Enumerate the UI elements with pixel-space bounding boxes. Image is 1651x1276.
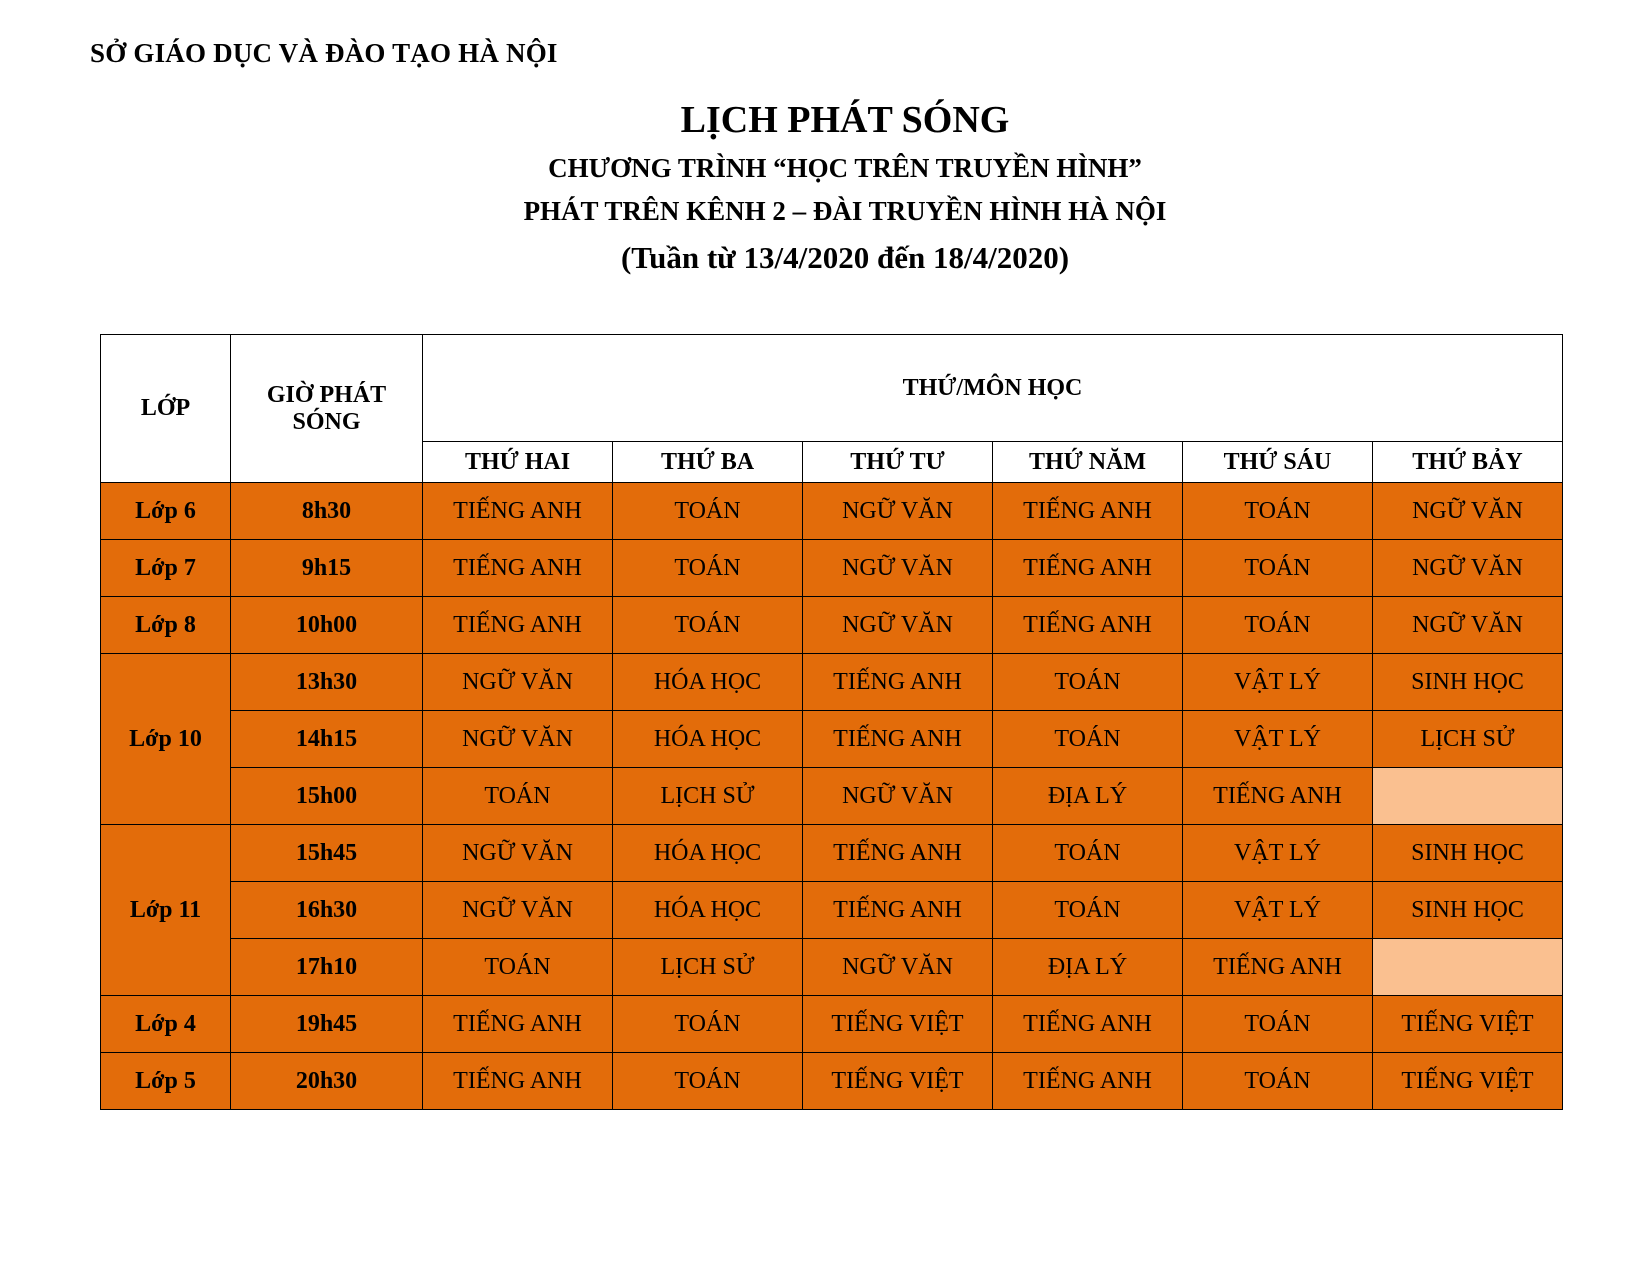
class-cell: Lớp 10 [101,654,231,825]
subject-cell: TOÁN [613,540,803,597]
table-row [101,654,1563,711]
day-header: THỨ BẢY [1373,442,1563,483]
subject-cell: LỊCH SỬ [613,939,803,996]
subject-cell: TIẾNG ANH [993,597,1183,654]
table-row [101,939,1563,996]
time-cell: 10h00 [231,597,423,654]
subject-cell: TIẾNG ANH [993,1053,1183,1110]
subject-cell: TIẾNG VIỆT [1373,1053,1563,1110]
table-row [101,768,1563,825]
subject-cell: SINH HỌC [1373,882,1563,939]
subject-cell: LỊCH SỬ [613,768,803,825]
time-cell: 15h45 [231,825,423,882]
organization-name: SỞ GIÁO DỤC VÀ ĐÀO TẠO HÀ NỘI [90,38,558,68]
subject-cell: TOÁN [613,996,803,1053]
time-cell: 17h10 [231,939,423,996]
subject-cell: NGỮ VĂN [1373,540,1563,597]
table-row [101,882,1563,939]
page-title: LỊCH PHÁT SÓNG [680,99,1010,141]
table-row [101,1053,1563,1110]
table-row [101,996,1563,1053]
subject-cell: ĐỊA LÝ [993,768,1183,825]
subject-cell: TOÁN [423,939,613,996]
subject-cell: TOÁN [993,882,1183,939]
program-subtitle: CHƯƠNG TRÌNH “HỌC TRÊN TRUYỀN HÌNH” [548,153,1142,183]
subject-cell: TIẾNG ANH [1183,939,1373,996]
subject-cell: TIẾNG ANH [803,882,993,939]
subject-cell: SINH HỌC [1373,825,1563,882]
subject-cell: SINH HỌC [1373,654,1563,711]
day-header: THỨ NĂM [993,442,1183,483]
subject-cell: VẬT LÝ [1183,882,1373,939]
subject-cell: NGỮ VĂN [1373,483,1563,540]
table-row [101,483,1563,540]
day-header: THỨ HAI [423,442,613,483]
subject-cell: VẬT LÝ [1183,825,1373,882]
time-cell: 14h15 [231,711,423,768]
time-cell: 13h30 [231,654,423,711]
time-cell: 9h15 [231,540,423,597]
empty-subject-cell [1373,939,1563,996]
schedule-body [101,483,1563,1110]
subject-cell: TIẾNG ANH [993,540,1183,597]
channel-subtitle: PHÁT TRÊN KÊNH 2 – ĐÀI TRUYỀN HÌNH HÀ NỘI [523,196,1167,226]
subject-cell: VẬT LÝ [1183,711,1373,768]
subject-cell: TIẾNG ANH [423,1053,613,1110]
time-cell: 16h30 [231,882,423,939]
subject-cell: VẬT LÝ [1183,654,1373,711]
class-cell: Lớp 4 [101,996,231,1053]
subject-cell: TIẾNG ANH [423,996,613,1053]
subject-cell: TIẾNG ANH [423,540,613,597]
column-header-time: GIỜ PHÁT SÓNG [231,335,423,483]
subject-cell: TOÁN [1183,483,1373,540]
subject-cell: TOÁN [1183,597,1373,654]
class-cell: Lớp 7 [101,540,231,597]
subject-cell: TIẾNG ANH [993,996,1183,1053]
subject-cell: NGỮ VĂN [803,483,993,540]
subject-cell: HÓA HỌC [613,825,803,882]
table-row [101,711,1563,768]
subject-cell: ĐỊA LÝ [993,939,1183,996]
subject-cell: NGỮ VĂN [423,654,613,711]
class-cell: Lớp 5 [101,1053,231,1110]
subject-cell: NGỮ VĂN [803,768,993,825]
subject-cell: TIẾNG ANH [993,483,1183,540]
subject-cell: TOÁN [613,597,803,654]
subject-cell: TIẾNG VIỆT [803,996,993,1053]
subject-cell: TOÁN [993,654,1183,711]
subject-cell: LỊCH SỬ [1373,711,1563,768]
subject-cell: TOÁN [1183,996,1373,1053]
subject-cell: NGỮ VĂN [423,825,613,882]
subject-cell: TOÁN [993,711,1183,768]
subject-cell: HÓA HỌC [613,654,803,711]
subject-cell: TIẾNG ANH [423,597,613,654]
week-range: (Tuần từ 13/4/2020 đến 18/4/2020) [620,240,1070,275]
subject-cell: TIẾNG VIỆT [803,1053,993,1110]
table-row [101,597,1563,654]
subject-cell: TIẾNG ANH [803,654,993,711]
subject-cell: TIẾNG ANH [1183,768,1373,825]
subject-cell: NGỮ VĂN [803,597,993,654]
empty-subject-cell [1373,768,1563,825]
subject-cell: NGỮ VĂN [423,882,613,939]
time-cell: 15h00 [231,768,423,825]
subject-cell: TOÁN [613,1053,803,1110]
subject-cell: TIẾNG VIỆT [1373,996,1563,1053]
subject-cell: TOÁN [613,483,803,540]
day-header: THỨ TƯ [803,442,993,483]
table-row [101,540,1563,597]
subject-cell: NGỮ VĂN [1373,597,1563,654]
class-cell: Lớp 6 [101,483,231,540]
class-cell: Lớp 8 [101,597,231,654]
column-header-days-group: THỨ/MÔN HỌC [423,335,1563,442]
subject-cell: TOÁN [1183,1053,1373,1110]
subject-cell: TOÁN [423,768,613,825]
day-header: THỨ BA [613,442,803,483]
broadcast-schedule-table [100,334,1563,1110]
subject-cell: TOÁN [1183,540,1373,597]
time-cell: 8h30 [231,483,423,540]
subject-cell: TIẾNG ANH [423,483,613,540]
column-header-class: LỚP [101,335,231,483]
table-row [101,825,1563,882]
time-cell: 19h45 [231,996,423,1053]
subject-cell: NGỮ VĂN [803,939,993,996]
subject-cell: NGỮ VĂN [423,711,613,768]
day-header: THỨ SÁU [1183,442,1373,483]
class-cell: Lớp 11 [101,825,231,996]
subject-cell: TIẾNG ANH [803,711,993,768]
time-cell: 20h30 [231,1053,423,1110]
subject-cell: NGỮ VĂN [803,540,993,597]
subject-cell: HÓA HỌC [613,882,803,939]
subject-cell: TIẾNG ANH [803,825,993,882]
subject-cell: TOÁN [993,825,1183,882]
subject-cell: HÓA HỌC [613,711,803,768]
